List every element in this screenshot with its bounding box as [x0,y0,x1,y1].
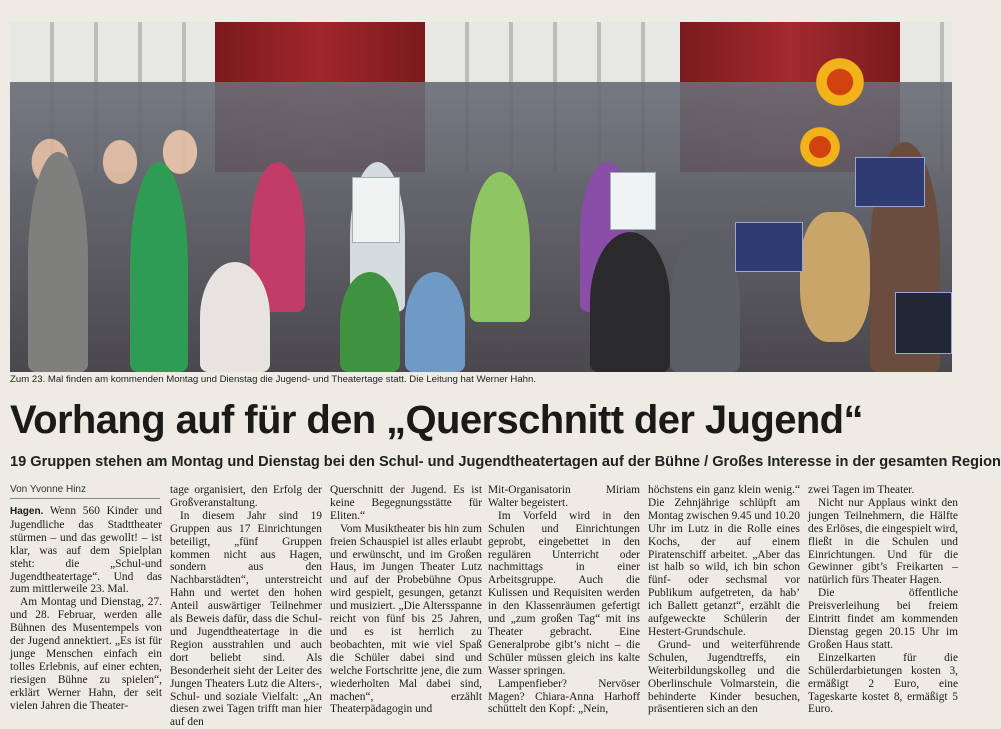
paragraph: Im Vorfeld wird in den Schulen und Einrichtungen geprobt, eingebettet in den regulären Unterricht oder nachmittags in einer Arbeitsgruppe. Auch die Kulissen und Requisiten werden in den Klassenräumen gefertigt und „zum großen Tag“ mit ins Theater gebracht. Eine Generalprobe gibt’s nicht – die Schüler müssen gleich ins kalte Wasser springen. [488,509,640,677]
paragraph: Die öffentliche Preisverleihung bei freiem Eintritt findet am kommenden Dienstag gegen 20.15 Uhr im Großen Haus statt. [808,587,958,651]
paragraph: zwei Tagen im Theater. [808,484,915,496]
photo-person [405,272,465,372]
article-column-1 [10,505,162,712]
dateline: Hagen. [10,506,44,517]
photo-drawing-sign [855,157,925,207]
photo-drawing-sign [895,292,952,354]
byline-rule [10,498,160,499]
photo-paper-sign [352,177,400,243]
photo-caption: Zum 23. Mal finden am kommenden Montag und Dienstag die Jugend- und Theatertage statt. Die Leitung hat Werner Hahn. [10,374,537,385]
paragraph: tage organisiert, den Erfolg der Großveranstaltung. [170,484,322,509]
paragraph: In diesem Jahr sind 19 Gruppen aus 17 Einrichtungen beteiligt, „fünf Gruppen kommen nicht aus Hagen, sondern aus den Nachbarstädten“, unterstreicht Hahn und wertet den hohen Anteil auswärtiger Teilnehmer als Beweis dafür, dass die Schul- und Jugendtheatertage in die Region ausstrahlen und auch dort beliebt sind. Als Besonderheit sieht der Leiter des Jungen Theaters Lutz die Alters-, Schul- und soziale Vielfalt: „An diesen zwei Tagen trifft man hier auf den [170,509,322,729]
photo-sunflower-costume [795,122,845,172]
photo-person [130,162,188,372]
headline: Vorhang auf für den „Querschnitt der Jugend“ [10,398,863,442]
paragraph: Einzelkarten für die Schülerdarbietungen kosten 3, ermäßigt 2 Euro, eine Tageskarte kostet 8, ermäßigt 5 Euro. [808,651,958,716]
paragraph: Vom Musiktheater bis hin zum freien Schauspiel ist alles erlaubt und erwünscht, und im Großen Haus, im Jungen Theater Lutz und auf der Probebühne Opus wird gespielt, gesungen, getanzt und musiziert. „Die Altersspanne reicht von fünf bis 25 Jahren, und es ist herrlich zu beobachten, mit wie viel Spaß die Schüler dabei sind und welche Fortschritte jene, die zum wiederholten Mal dabei sind, machen“, erzählt Theaterpädagogin und [330,522,482,716]
article-column-3 [330,484,482,716]
photo-sunflower-costume [810,52,870,112]
photo-person [670,232,740,372]
article-column-2 [170,484,322,729]
paragraph: Querschnitt der Jugend. Es ist keine Begegnungsstätte für Eliten.“ [330,484,482,522]
paragraph: Grund- und weiterführende Schulen, Jugendtreffs, ein Weiterbildungskolleg und die Oberlinschule Volmarstein, die behinderte Kinder besuchen, präsentieren sich an den [648,638,800,716]
paragraph: Mit-Organisatorin Miriam Walter begeistert. [488,484,640,509]
article-column-4 [488,484,640,716]
paragraph: Lampenfieber? Nervöser Magen? Chiara-Anna Harhoff schüttelt den Kopf: „Nein, [488,677,640,716]
photo-person [200,262,270,372]
paragraph: Am Montag und Dienstag, 27. und 28. Februar, werden alle Bühnen des Musentempels von der Jugend annektiert. „Es ist für junge Menschen einfach ein tolles Erlebnis, auf einer echten, riesigen Bühne zu spielen“, erklärt Werner Hahn, der seit vielen Jahren die Theater- [10,596,162,712]
byline: Von Yvonne Hinz [10,484,86,495]
photo-person [590,232,670,372]
paragraph-text: Wenn 560 Kinder und Jugendliche das Stadttheater stürmen – und das gewollt! – ist klar, was auf dem Spielplan steht: die „Schul-und Jugendtheatertage“. Und das zum mittlerweile 23. Mal. [10,505,162,596]
photo-person [340,272,400,372]
paragraph: höchstens ein ganz klein wenig.“ Die Zehnjährige schlüpft am Montag zwischen 9.45 und 10.20 Uhr im Lutz in die Rolle eines Kochs, der auf einem Piratenschiff arbeitet. „Aber das ist halb so wild, ich bin schon fünf- oder sechsmal vor Publikum aufgetreten, da hab’ ich Ballett getanzt“, erzählt die aufgeweckte Schülerin der Hestert-Grundschule. [648,484,800,638]
photo-drawing-sign [735,222,803,272]
subheadline: 19 Gruppen stehen am Montag und Dienstag bei den Schul- und Jugendtheatertagen auf der Bühne / Großes Interesse in der gesamten Region [10,454,1001,470]
photo-person [28,152,88,372]
paragraph: Nicht nur Applaus winkt den jungen Teilnehmern, die Hälfte des Erlöses, die eingespielt wird, fließt in die Schulen und Einrichtungen. Und für die Gewinner gibt’s Freikarten – natürlich fürs Theater Hagen. [808,496,958,587]
paragraph [10,505,162,596]
article-column-5 [648,484,800,716]
photo-teddy-bear [800,212,870,342]
group-photo [10,22,952,372]
photo-paper-sign [610,172,656,230]
photo-person [470,172,530,322]
article-column-6 [808,484,958,716]
